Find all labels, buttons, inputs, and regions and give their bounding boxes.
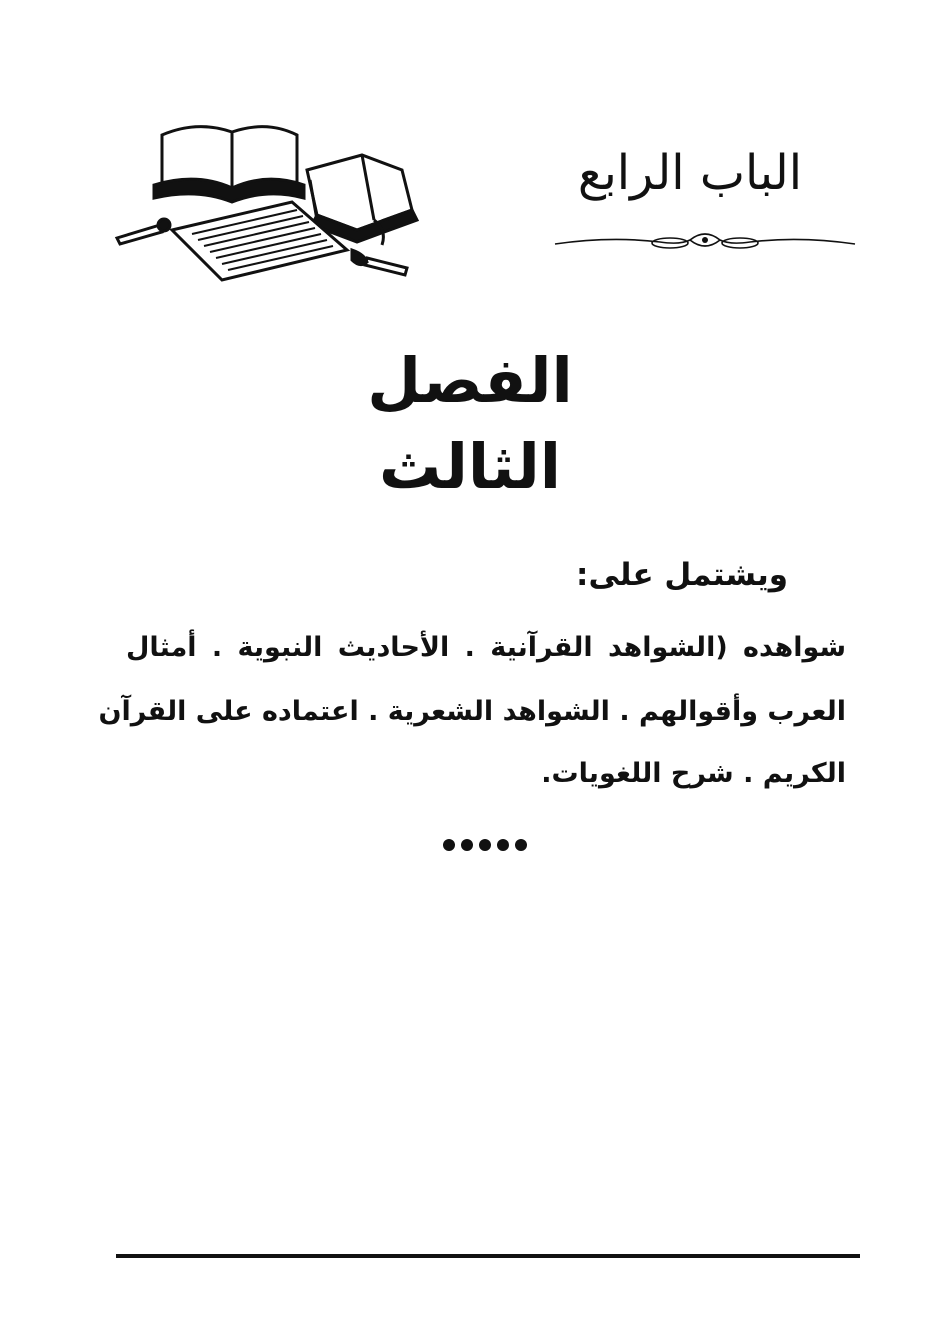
dot-icon [461, 839, 473, 851]
part-title: الباب الرابع [577, 145, 803, 201]
contents-line-2: العرب وأقوالهم . الشواهد الشعرية . اعتماده على القرآن [98, 696, 846, 727]
five-dots-separator-icon [440, 836, 540, 852]
contents-label: ويشتمل على: [576, 557, 788, 593]
brush-icon [352, 250, 407, 275]
dot-icon [479, 839, 491, 851]
books-and-pen-illustration [112, 110, 452, 290]
contents-line-1: شواهده (الشواهد القرآنية . الأحاديث النبوية . أمثال [126, 632, 846, 663]
dot-icon [497, 839, 509, 851]
dot-icon [443, 839, 455, 851]
dot-icon [515, 839, 527, 851]
chapter-title: الفصل الثالث [367, 344, 573, 503]
pen-icon [117, 219, 170, 244]
decorative-divider-icon [550, 226, 860, 260]
open-book-icon [154, 127, 304, 202]
contents-line-3: الكريم . شرح اللغويات. [541, 758, 846, 789]
footer-rule [116, 1254, 860, 1258]
